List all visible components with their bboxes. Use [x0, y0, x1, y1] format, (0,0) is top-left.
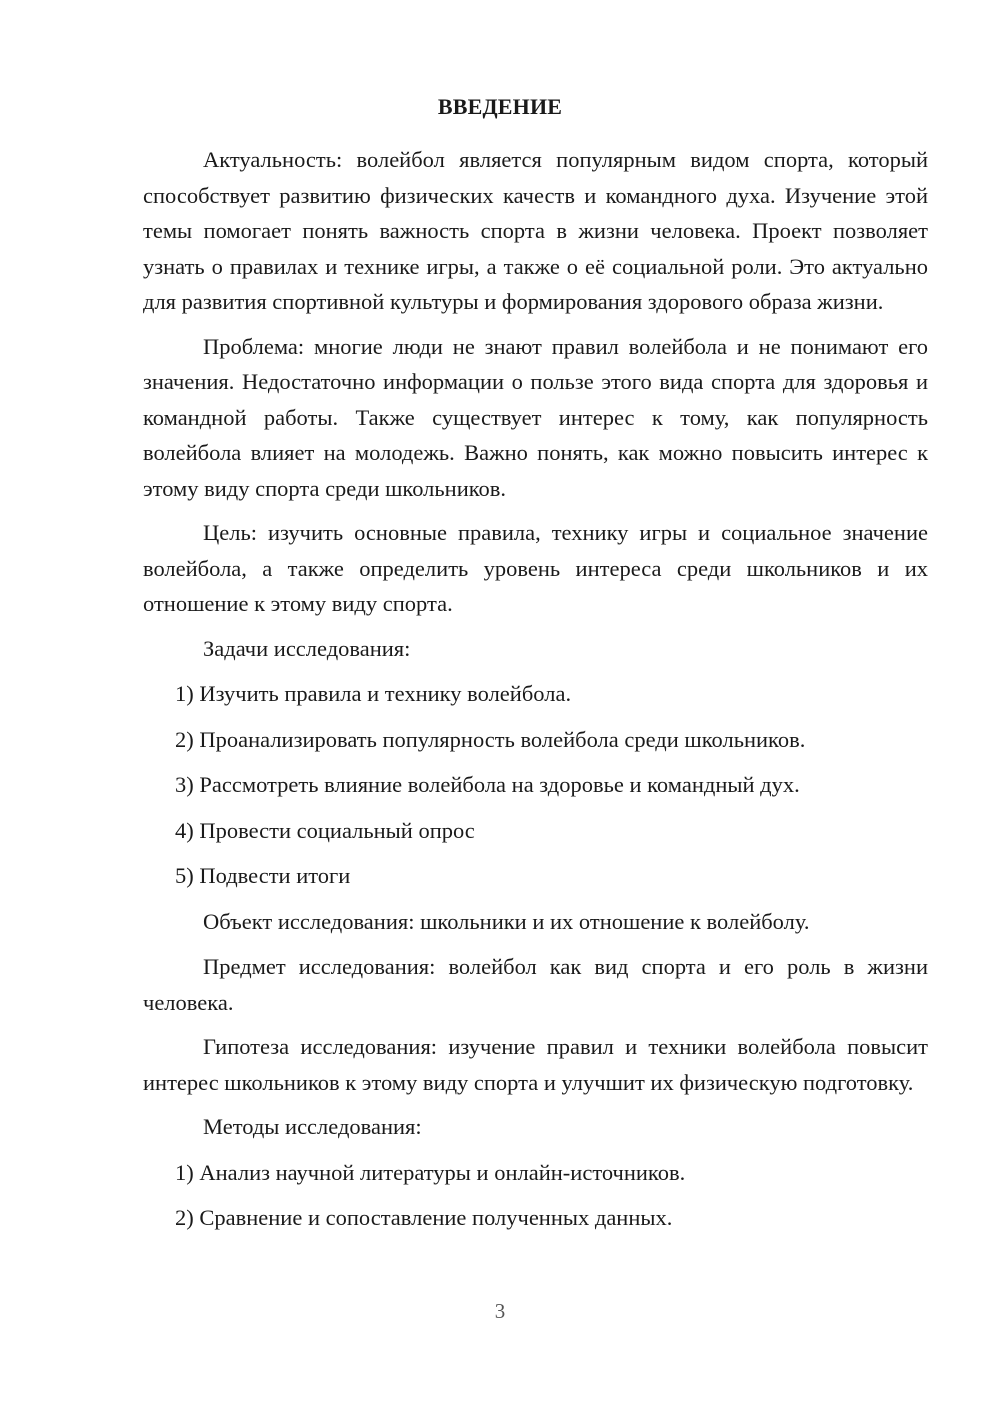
paragraph-subject: Предмет исследования: волейбол как вид спорта и его роль в жизни человека.	[143, 954, 928, 1015]
task-item-2: 2) Проанализировать популярность волейбола среди школьников.	[175, 726, 806, 752]
method-item-1: 1) Анализ научной литературы и онлайн-источников.	[175, 1159, 686, 1185]
task-item-1: 1) Изучить правила и технику волейбола.	[175, 681, 572, 706]
paragraph-goal: Цель: изучить основные правила, технику игры и социальное значение волейбола, а также определить уровень интереса среди школьников и их отношение к этому виду спорта.	[143, 520, 928, 616]
task-item-4: 4) Провести социальный опрос	[175, 817, 475, 843]
tasks-heading: Задачи исследования:	[203, 635, 411, 661]
paragraph-problem: Проблема: многие люди не знают правил волейбола и не понимают его значения. Недостаточно информации о пользе этого вида спорта для здоровья и командной работы. Также существует интерес к тому, как популярность волейбола влияет на молодежь. Важно понять, как можно повысить интерес к этому виду спорта среди школьников.	[143, 333, 928, 501]
methods-heading: Методы исследования:	[203, 1114, 422, 1139]
method-item-2: 2) Сравнение и сопоставление полученных данных.	[175, 1205, 673, 1230]
task-item-3: 3) Рассмотреть влияние волейбола на здоровье и командный дух.	[175, 772, 800, 797]
document-body	[143, 142, 928, 1246]
page-number: 3	[494, 1299, 506, 1323]
paragraph-hypothesis: Гипотеза исследования: изучение правил и техники волейбола повысит интерес школьников к этому виду спорта и улучшит их физическую подготовку.	[143, 1034, 928, 1095]
paragraph-relevance: Актуальность: волейбол является популярным видом спорта, который способствует развитию физических качеств и командного духа. Изучение этой темы помогает понять важность спорта в жизни человека. Проект позволяет узнать о правилах и технике игры, а также о её социальной роли. Это актуально для развития спортивной культуры и формирования здорового образа жизни.	[143, 147, 928, 314]
task-item-5: 5) Подвести итоги	[175, 863, 351, 888]
paragraph-object: Объект исследования: школьники и их отношение к волейболу.	[203, 908, 810, 934]
page-title: ВВЕДЕНИЕ	[437, 94, 563, 119]
